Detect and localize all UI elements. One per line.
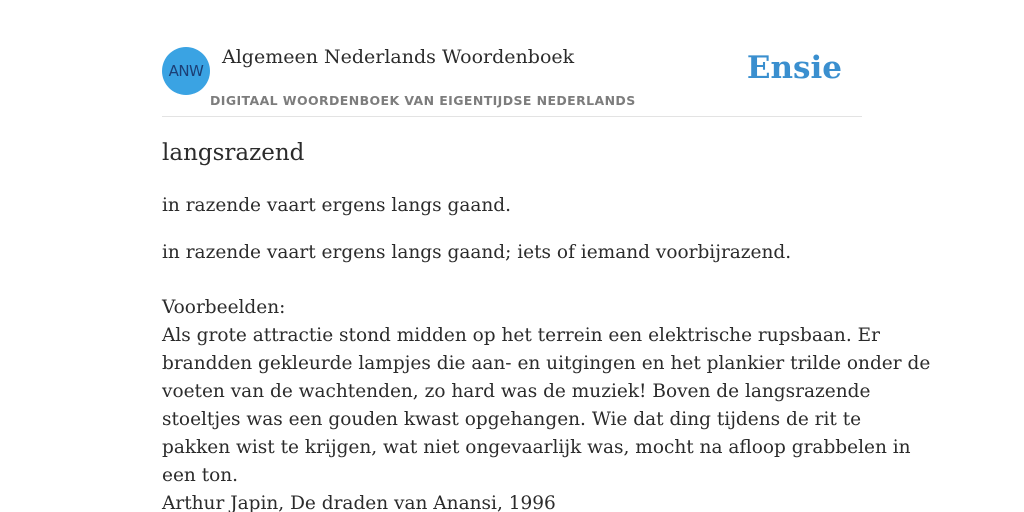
long-definition: in razende vaart ergens langs gaand; iets of iemand voorbijrazend.: [162, 242, 792, 263]
example-line: Als grote attractie stond midden op het terrein een elektrische rupsbaan. Er: [162, 325, 880, 346]
examples-label: Voorbeelden:: [162, 297, 286, 318]
example-line: een ton.: [162, 465, 239, 486]
example-line: pakken wist te krijgen, wat niet ongevaarlijk was, mocht na afloop grabbelen in: [162, 437, 911, 458]
site-subtitle: DIGITAAL WOORDENBOEK VAN EIGENTIJDSE NEDERLANDS: [210, 93, 636, 108]
anw-logo[interactable]: [162, 47, 210, 95]
example-source: Arthur Japin, De draden van Anansi, 1996: [162, 493, 556, 512]
examples-block: [162, 294, 931, 512]
site-header: [162, 0, 862, 117]
example-line: stoeltjes was een gouden kwast opgehangen. Wie dat ding tijdens de rit te: [162, 409, 862, 430]
short-definition: in razende vaart ergens langs gaand.: [162, 195, 512, 216]
site-title[interactable]: Algemeen Nederlands Woordenboek: [222, 46, 575, 68]
anw-logo-text: ANW: [168, 62, 204, 80]
example-line: brandden gekleurde lampjes die aan- en uitgingen en het plankier trilde onder de: [162, 353, 931, 374]
example-line: voeten van de wachtenden, zo hard was de muziek! Boven de langsrazende: [162, 381, 871, 402]
page: [162, 0, 931, 512]
ensie-brand-link[interactable]: Ensie: [746, 50, 842, 86]
entry-headword: langsrazend: [162, 140, 305, 166]
